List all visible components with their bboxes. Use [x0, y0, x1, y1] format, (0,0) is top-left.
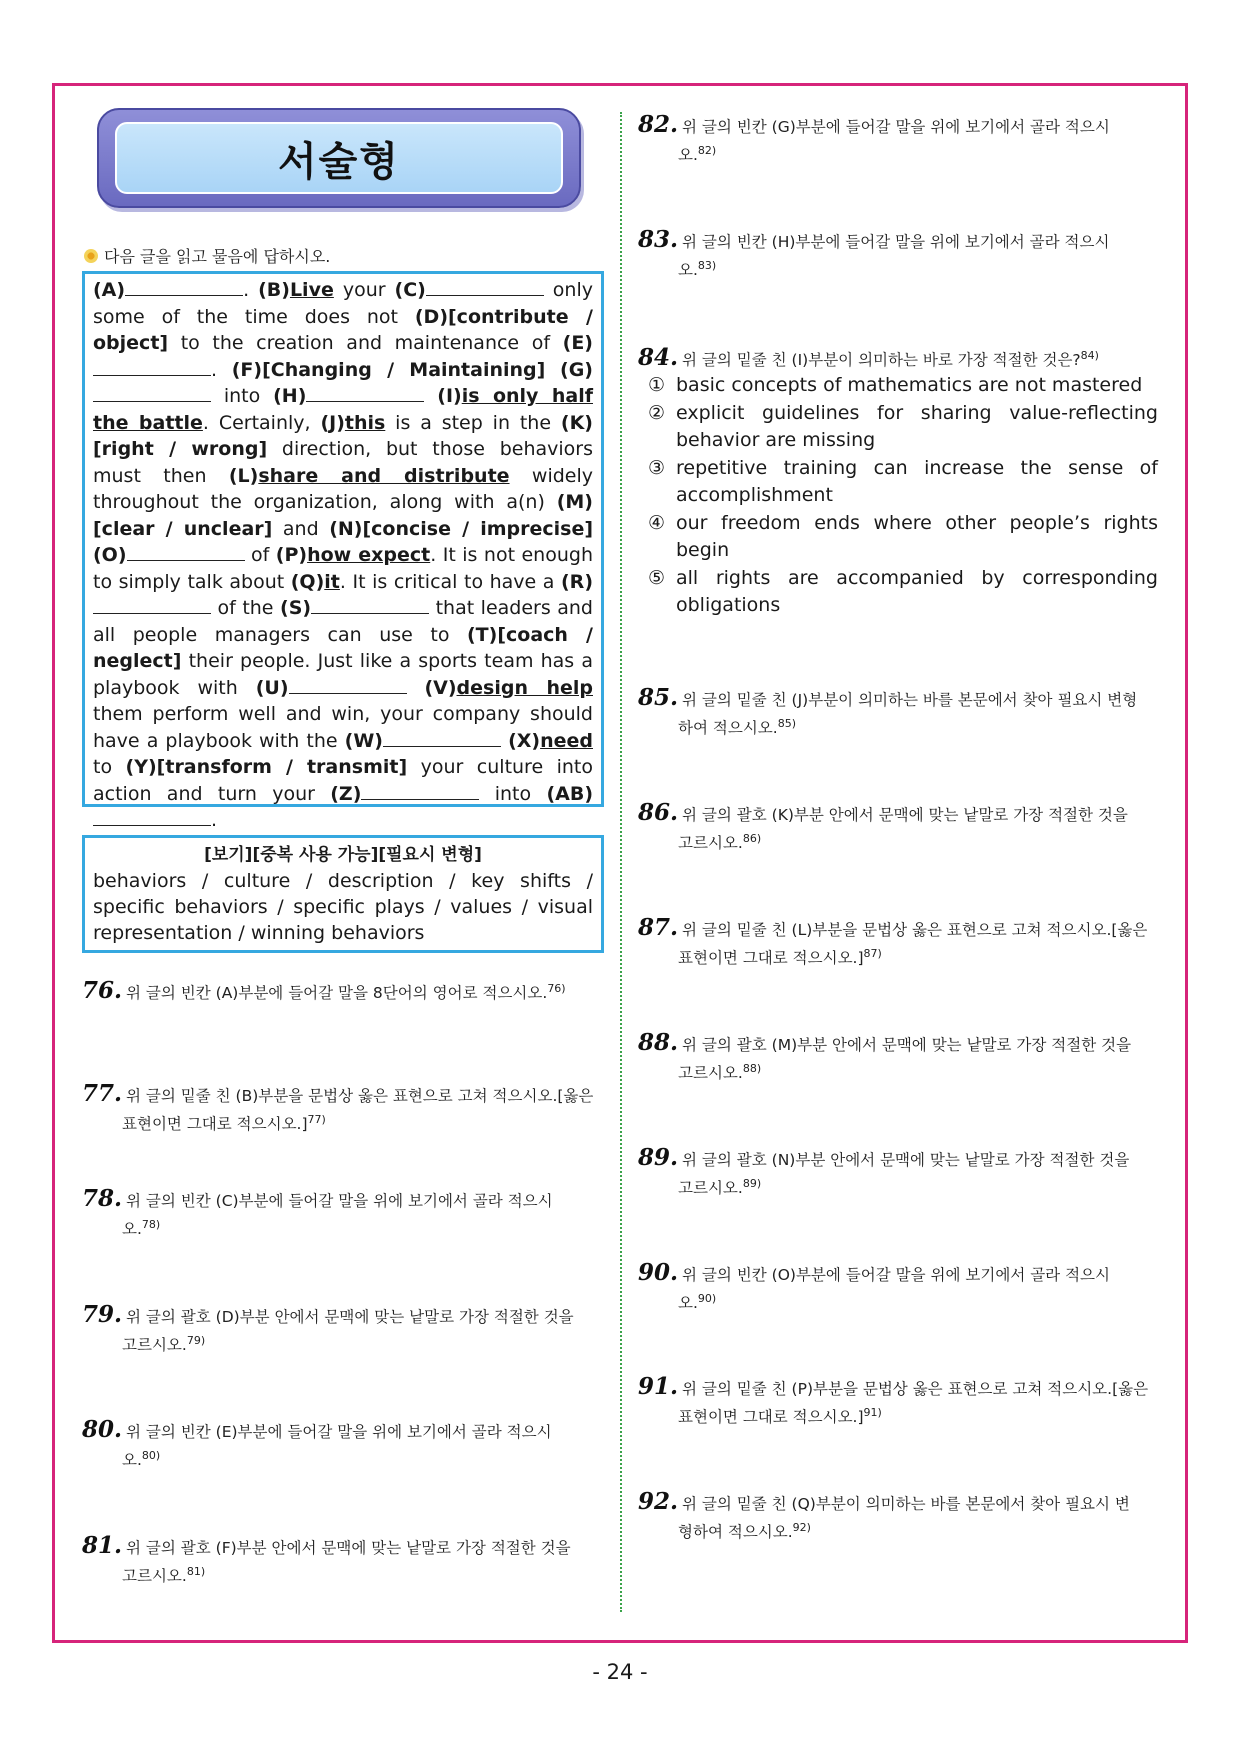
question-85: 85. 위 글의 밑줄 친 (J)부분이 의미하는 바를 본문에서 찾아 필요시 변형 하여 적으시오.$^{85)}$ [638, 684, 1138, 738]
option-4[interactable]: ④ our freedom ends where other people’s rights begin [648, 511, 1158, 561]
instruction [84, 244, 330, 267]
section-title: 서술형 [115, 122, 563, 194]
question-90: 90. 위 글의 빈칸 (O)부분에 들어갈 말을 위에 보기에서 골라 적으시 오.$^{90)}$ [638, 1259, 1111, 1313]
question-79: 79. 위 글의 괄호 (D)부분 안에서 문맥에 맞는 낱말로 가장 적절한 것을 고르시오.$^{79)}$ [82, 1301, 574, 1355]
question-87: 87. 위 글의 밑줄 친 (L)부분을 문법상 옳은 표현으로 고쳐 적으시오.[옳은 표현이면 그대로 적으시오.]$^{87)}$ [638, 914, 1148, 968]
question-88: 88. 위 글의 괄호 (M)부분 안에서 문맥에 맞는 낱말로 가장 적절한 것을 고르시오.$^{88)}$ [638, 1029, 1132, 1083]
question-91: 91. 위 글의 밑줄 친 (P)부분을 문법상 옳은 표현으로 고쳐 적으시오.[옳은 표현이면 그대로 적으시오.]$^{91)}$ [638, 1373, 1149, 1427]
question-92: 92. 위 글의 밑줄 친 (Q)부분이 의미하는 바를 본문에서 찾아 필요시 변 형하여 적으시오.$^{92)}$ [638, 1488, 1130, 1542]
reading-passage: (A) . (B)Live your (C) only some of the time does not (D)[contribute / object] to the creation and maintenance of (E). (F)[Changing / Maintaining] (G) into (H) (I)is only half the battle. Certainly, (J)this is a step in the (K)[right / wrong] direction, but those behaviors must then (L)share and distribute widely throughout the organization, along with a(n) (M)[clear / unclear] and (N)[concise / imprecise] (O) of (P)how expect. It is not enough to simply talk about (Q)it. It is critical to have a (R) of the (S) that leaders and all people managers can use to (T)[coach / neglect] their people. Just like a sports team has a playbook with (U) (V)design help them perform well and win, your company should have a playbook with the (W) (X)need to (Y)[transform / transmit] your culture into action and turn your (Z) into (AB). [82, 271, 604, 807]
question-86: 86. 위 글의 괄호 (K)부분 안에서 문맥에 맞는 낱말로 가장 적절한 것을 고르시오.$^{86)}$ [638, 799, 1128, 853]
title-banner [97, 108, 581, 208]
question-76: 76. 위 글의 빈칸 (A)부분에 들어갈 말을 8단어의 영어로 적으시오.$^{76)}$ [82, 977, 566, 1005]
options-84 [648, 372, 1158, 620]
instruction-text: 다음 글을 읽고 물음에 답하시오. [104, 247, 331, 266]
word-box-title: [보기][중복 사용 가능][필요시 변형] [204, 845, 482, 865]
page-number: - 24 - [592, 1660, 648, 1684]
option-1[interactable]: ① basic concepts of mathematics are not mastered [648, 374, 1143, 396]
option-2[interactable]: ② explicit guidelines for sharing value-reflecting behavior are missing [648, 401, 1158, 451]
question-81: 81. 위 글의 괄호 (F)부분 안에서 문맥에 맞는 낱말로 가장 적절한 것을 고르시오.$^{81)}$ [82, 1532, 571, 1586]
flower-icon [84, 249, 98, 263]
question-78: 78. 위 글의 빈칸 (C)부분에 들어갈 말을 위에 보기에서 골라 적으시 오.$^{78)}$ [82, 1185, 553, 1239]
question-80: 80. 위 글의 빈칸 (E)부분에 들어갈 말을 위에 보기에서 골라 적으시 오.$^{80)}$ [82, 1416, 552, 1470]
column-divider [620, 112, 622, 1612]
question-82: 82. 위 글의 빈칸 (G)부분에 들어갈 말을 위에 보기에서 골라 적으시 오.$^{82)}$ [638, 111, 1110, 165]
question-77: 77. 위 글의 밑줄 친 (B)부분을 문법상 옳은 표현으로 고쳐 적으시오.[옳은 표현이면 그대로 적으시오.]$^{77)}$ [82, 1080, 594, 1134]
option-3[interactable]: ③ repetitive training can increase the sense of accomplishment [648, 456, 1158, 506]
option-5[interactable]: ⑤ all rights are accompanied by corresponding obligations [648, 566, 1158, 616]
question-83: 83. 위 글의 빈칸 (H)부분에 들어갈 말을 위에 보기에서 골라 적으시 오.$^{83)}$ [638, 226, 1110, 280]
word-box [82, 835, 604, 953]
question-89: 89. 위 글의 괄호 (N)부분 안에서 문맥에 맞는 낱말로 가장 적절한 것을 고르시오.$^{89)}$ [638, 1144, 1130, 1198]
word-box-words: behaviors / culture / description / key shifts / specific behaviors / specific plays / values / visual representation / winning behaviors [93, 870, 593, 944]
question-84: 84. 위 글의 밑줄 친 (I)부분이 의미하는 바로 가장 적절한 것은?$^{84)}$ [638, 344, 1099, 372]
